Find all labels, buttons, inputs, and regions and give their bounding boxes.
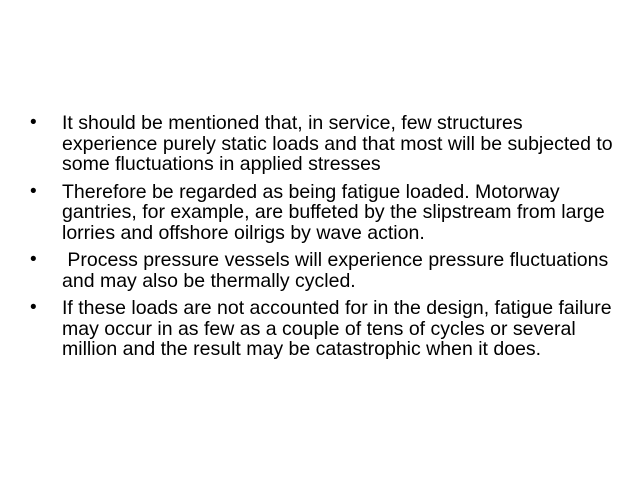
bullet-marker: • [30, 180, 37, 202]
bullet-text: Process pressure vessels will experience pressure fluctuations and may also be thermally cycled. [62, 249, 614, 292]
bullet-list [28, 113, 618, 367]
bullet-text: It should be mentioned that, in service, few structures experience purely static loads and that most will be subjected to some fluctuations in applied stresses [62, 112, 619, 175]
bullet-marker: • [30, 249, 37, 270]
bullet-item-4 [28, 298, 618, 360]
bullet-item-2 [28, 182, 618, 244]
bullet-marker: • [30, 112, 37, 133]
bullet-item-3 [28, 250, 618, 291]
bullet-text: Therefore be regarded as being fatigue loaded. Motorway gantries, for example, are buffeted by the slipstream from large lorries and offshore oilrigs by wave action. [62, 180, 611, 244]
bullet-marker: • [30, 297, 37, 318]
bullet-item-1 [28, 113, 618, 175]
bullet-text: If these loads are not accounted for in the design, fatigue failure may occur in as few as a couple of tens of cycles or several million and the result may be catastrophic when it does. [62, 297, 618, 360]
